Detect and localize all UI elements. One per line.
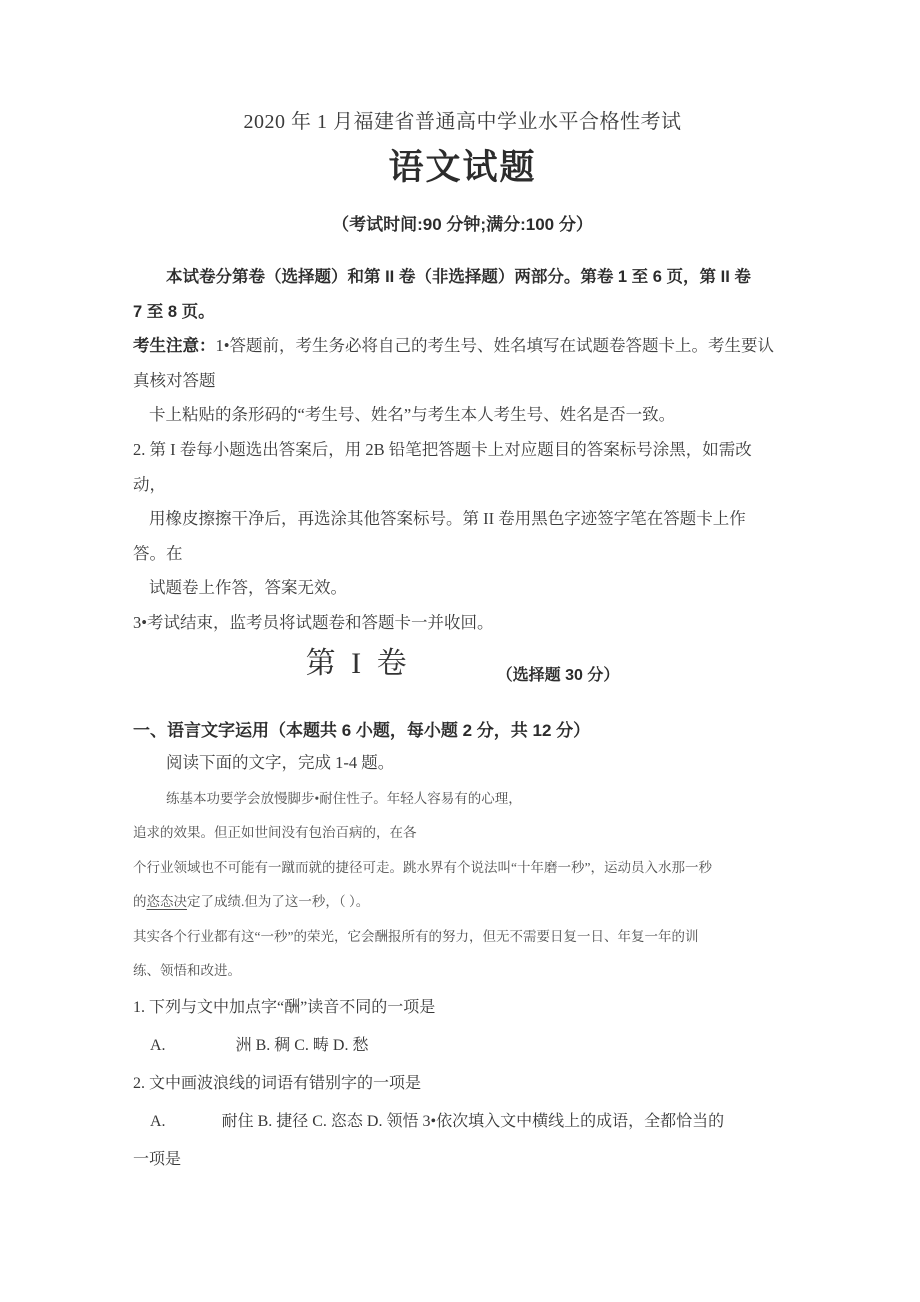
question-2-option-a-label: A. [150,1112,166,1130]
passage-line-6: 练、领悟和改进。 [133,963,241,979]
exam-session-title: 2020 年 1 月福建省普通高中学业水平合格性考试 [243,111,682,133]
questions-block [133,989,792,1179]
question-3-tail-text: 一项是 [133,1150,182,1168]
reading-instruction: 阅读下面的文字，完成 1-4 题。 [166,752,395,772]
candidate-notice-section [133,260,792,641]
reading-passage [133,782,792,989]
exam-time-score-info: （考试时间:90 分钟;满分:100 分） [332,215,593,234]
passage-line-5: 其实各个行业都有这“一秒”的荣光，它会酬报所有的努力，但无不需要日复一日、年复一年的训 [133,928,699,944]
passage-underlined-word: 恣态决 [146,894,187,910]
notice-item-1-line-2: 真核对答题 [133,370,216,390]
passage-line-2: 追求的效果。但正如世间没有包治百病的，在各 [133,825,417,841]
passage-line-4-before: 的 [133,894,147,910]
question-1-text: 1. 下列与文中加点字“酬”读音不同的一项是 [133,998,436,1016]
passage-line-3: 个行业领域也不可能有一蹴而就的捷径可走。跳水界有个说法叫“十年磨一秒”，运动员入水那一秒 [133,859,712,875]
notice-item-2-line-2: 动， [133,474,166,494]
question-2-options [133,1103,792,1141]
question-1-option-a-label: A. [150,1036,166,1054]
document-header [133,0,792,235]
question-1-options-rest: 洲 B. 稠 C. 畴 D. 愁 [235,1036,369,1054]
passage-line-4 [133,885,792,920]
attention-label: 考生注意： [133,337,216,356]
question-2-text: 2. 文中画波浪线的词语有错别字的一项是 [133,1074,422,1092]
notice-intro-line-1: 本试卷分第卷（选择题）和第 II 卷（非选择题）两部分。第卷 1 至 6 页，第 II 卷 [166,268,751,286]
notice-item-2-line-5: 试题卷上作答，答案无效。 [149,578,347,598]
notice-item-3: 3•考试结束，监考员将试题卷和答题卡一并收回。 [133,612,494,632]
question-1-options [133,1027,792,1065]
volume-score-note: （选择题 30 分） [496,666,620,684]
notice-item-2-line-3: 用橡皮擦擦干净后，再选涂其他答案标号。第 II 卷用黑色字迹签字笔在答题卡上作 [149,509,746,529]
subject-title: 语文试题 [388,148,537,187]
attention-item-1-text: 1•答题前，考生务必将自己的考生号、姓名填写在试题卷答题卡上。考生要认 [215,336,775,356]
notice-intro-line-2: 7 至 8 页。 [133,302,215,321]
question-2-options-rest: 耐住 B. 捷径 C. 恣态 D. 领悟 3•依次填入文中横线上的成语，全都恰当的 [221,1112,725,1130]
volume-title: 第 I 卷 [305,646,411,680]
passage-line-4-after: 定了成绩.但为了这一秒，（ ）。 [187,894,370,910]
part-one-heading: 一、语言文字运用（本题共 6 小题，每小题 2 分，共 12 分） [133,720,591,740]
notice-item-2-line-4: 答。在 [133,543,183,563]
notice-item-1-line-3: 卡上粘贴的条形码的“考生号、姓名”与考生本人考生号、姓名是否一致。 [149,405,676,425]
volume-title-row [133,641,792,692]
notice-item-2-line-1: 2. 第 I 卷每小题选出答案后，用 2B 铅笔把答题卡上对应题目的答案标号涂黑，如需改 [133,439,752,459]
passage-line-1: 练基本功要学会放慢脚步•耐住性子。年轻人容易有的心理， [166,790,522,806]
notice-attention-line [133,329,792,364]
